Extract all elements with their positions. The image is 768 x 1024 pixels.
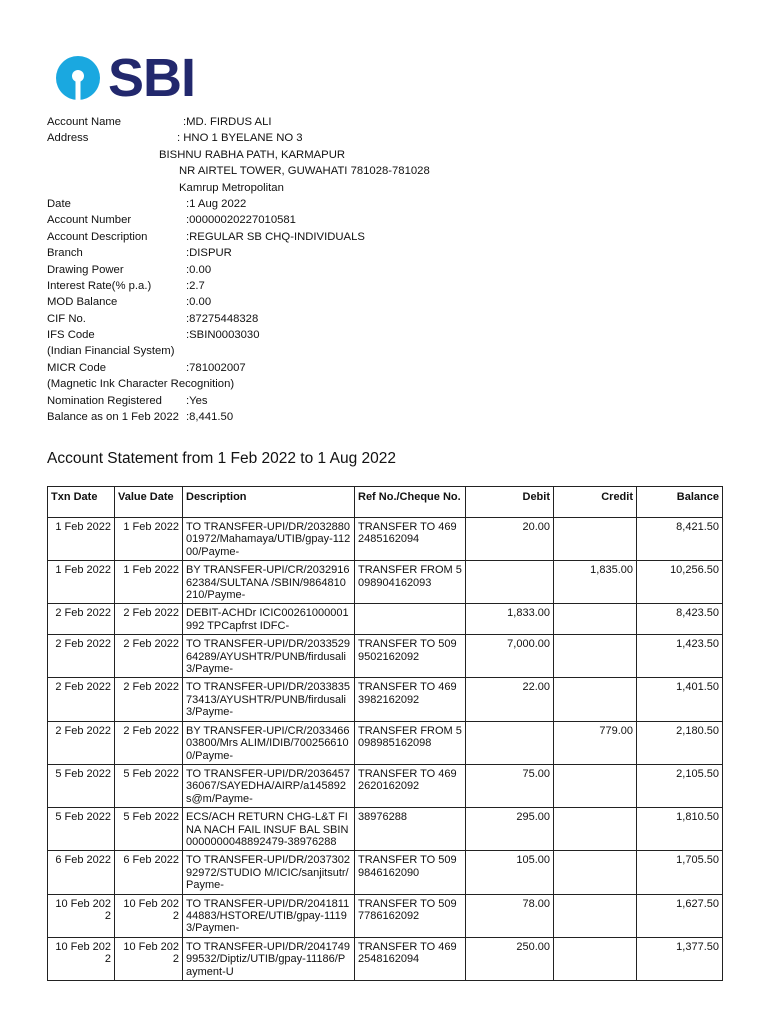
cell-debit: 22.00 xyxy=(466,678,554,721)
cell-value-date: 10 Feb 2022 xyxy=(115,937,183,980)
cell-ref-no xyxy=(355,604,466,635)
account-field-label: Branch xyxy=(47,247,83,260)
transactions-table xyxy=(47,486,723,981)
cell-ref-no: TRANSFER TO 4693982162092 xyxy=(355,678,466,721)
address-line: NR AIRTEL TOWER, GUWAHATI 781028-781028 xyxy=(179,165,430,178)
table-row xyxy=(48,808,723,851)
account-field-value: :DISPUR xyxy=(186,247,232,260)
table-row xyxy=(48,721,723,764)
cell-description: TO TRANSFER-UPI/DR/203383573413/AYUSHTR/PUNB/firdusali3/Payme- xyxy=(183,678,355,721)
table-row xyxy=(48,518,723,561)
cell-value-date: 2 Feb 2022 xyxy=(115,604,183,635)
cell-credit xyxy=(554,937,637,980)
account-field-value: : HNO 1 BYELANE NO 3 xyxy=(177,132,303,145)
cell-balance: 2,180.50 xyxy=(637,721,723,764)
cell-credit xyxy=(554,808,637,851)
table-row xyxy=(48,561,723,604)
cell-txn-date: 2 Feb 2022 xyxy=(48,721,115,764)
account-field-label: Drawing Power xyxy=(47,263,124,276)
account-field-label: Date xyxy=(47,197,71,210)
cell-balance: 1,423.50 xyxy=(637,635,723,678)
cell-txn-date: 2 Feb 2022 xyxy=(48,635,115,678)
table-row xyxy=(48,635,723,678)
sbi-keyhole-icon xyxy=(54,54,102,102)
cell-value-date: 10 Feb 2022 xyxy=(115,894,183,937)
cell-balance: 10,256.50 xyxy=(637,561,723,604)
cell-txn-date: 10 Feb 2022 xyxy=(48,894,115,937)
account-field-value: :MD. FIRDUS ALI xyxy=(183,116,272,128)
cell-balance: 1,627.50 xyxy=(637,894,723,937)
account-field-label: Account Number xyxy=(47,214,132,227)
account-field-label: Account Name xyxy=(47,116,122,128)
account-field-value: :8,441.50 xyxy=(186,411,234,424)
col-header-debit: Debit xyxy=(466,487,554,518)
account-field-value: :0.00 xyxy=(186,263,212,276)
account-field-label: CIF No. xyxy=(47,312,86,325)
cell-description: ECS/ACH RETURN CHG-L&T FINA NACH FAIL INSUF BAL SBIN0000000048892479-38976288 xyxy=(183,808,355,851)
cell-description: TO TRANSFER-UPI/DR/204181144883/HSTORE/UTIB/gpay-11193/Paymen- xyxy=(183,894,355,937)
cell-description: TO TRANSFER-UPI/DR/203288001972/Mahamaya/UTIB/gpay-11200/Payme- xyxy=(183,518,355,561)
account-field-label: (Magnetic Ink Character Recognition) xyxy=(47,378,235,391)
cell-balance: 1,401.50 xyxy=(637,678,723,721)
cell-txn-date: 2 Feb 2022 xyxy=(48,604,115,635)
cell-value-date: 1 Feb 2022 xyxy=(115,518,183,561)
account-field-value: :781002007 xyxy=(186,361,246,374)
cell-debit: 105.00 xyxy=(466,851,554,894)
cell-description: TO TRANSFER-UPI/DR/203352964289/AYUSHTR/PUNB/firdusali3/Payme- xyxy=(183,635,355,678)
table-header-row xyxy=(48,487,723,518)
cell-ref-no: TRANSFER TO 4692620162092 xyxy=(355,764,466,807)
cell-value-date: 1 Feb 2022 xyxy=(115,561,183,604)
table-row xyxy=(48,937,723,980)
cell-txn-date: 1 Feb 2022 xyxy=(48,561,115,604)
cell-value-date: 2 Feb 2022 xyxy=(115,635,183,678)
cell-description: TO TRANSFER-UPI/DR/203645736067/SAYEDHA/AIRP/a145892s@m/Payme- xyxy=(183,764,355,807)
cell-value-date: 2 Feb 2022 xyxy=(115,721,183,764)
cell-debit: 20.00 xyxy=(466,518,554,561)
col-header-value-date: Value Date xyxy=(115,487,183,518)
cell-balance: 2,105.50 xyxy=(637,764,723,807)
col-header-ref-no: Ref No./Cheque No. xyxy=(355,487,466,518)
col-header-description: Description xyxy=(183,487,355,518)
cell-ref-no: 38976288 xyxy=(355,808,466,851)
cell-value-date: 6 Feb 2022 xyxy=(115,851,183,894)
cell-value-date: 2 Feb 2022 xyxy=(115,678,183,721)
cell-txn-date: 2 Feb 2022 xyxy=(48,678,115,721)
cell-balance: 1,810.50 xyxy=(637,808,723,851)
cell-debit xyxy=(466,721,554,764)
cell-debit: 295.00 xyxy=(466,808,554,851)
cell-description: DEBIT-ACHDr ICIC00261000001992 TPCapfrst IDFC- xyxy=(183,604,355,635)
cell-credit xyxy=(554,604,637,635)
cell-value-date: 5 Feb 2022 xyxy=(115,808,183,851)
account-field-label: (Indian Financial System) xyxy=(47,345,175,358)
cell-credit xyxy=(554,678,637,721)
account-field-label: Account Description xyxy=(47,230,148,243)
cell-description: TO TRANSFER-UPI/DR/204174999532/Diptiz/UTIB/gpay-11186/Payment-U xyxy=(183,937,355,980)
cell-credit: 779.00 xyxy=(554,721,637,764)
cell-ref-no: TRANSFER TO 5097786162092 xyxy=(355,894,466,937)
cell-txn-date: 10 Feb 2022 xyxy=(48,937,115,980)
account-field-label: Nomination Registered xyxy=(47,394,162,407)
cell-txn-date: 5 Feb 2022 xyxy=(48,808,115,851)
col-header-balance: Balance xyxy=(637,487,723,518)
cell-ref-no: TRANSFER TO 5099502162092 xyxy=(355,635,466,678)
cell-debit: 78.00 xyxy=(466,894,554,937)
account-field-value: :0.00 xyxy=(186,296,212,309)
bank-name: SBI xyxy=(108,48,196,108)
cell-ref-no: TRANSFER FROM 5098985162098 xyxy=(355,721,466,764)
cell-credit xyxy=(554,764,637,807)
cell-txn-date: 6 Feb 2022 xyxy=(48,851,115,894)
cell-description: BY TRANSFER-UPI/CR/203291662384/SULTANA /SBIN/9864810210/Payme- xyxy=(183,561,355,604)
table-row xyxy=(48,851,723,894)
account-field-label: Interest Rate(% p.a.) xyxy=(47,279,152,292)
cell-txn-date: 5 Feb 2022 xyxy=(48,764,115,807)
cell-ref-no: TRANSFER TO 4692548162094 xyxy=(355,937,466,980)
cell-balance: 8,421.50 xyxy=(637,518,723,561)
cell-debit xyxy=(466,561,554,604)
cell-debit: 75.00 xyxy=(466,764,554,807)
account-field-label: MOD Balance xyxy=(47,296,118,309)
col-header-credit: Credit xyxy=(554,487,637,518)
cell-ref-no: TRANSFER TO 4692485162094 xyxy=(355,518,466,561)
cell-debit: 1,833.00 xyxy=(466,604,554,635)
cell-balance: 8,423.50 xyxy=(637,604,723,635)
cell-balance: 1,377.50 xyxy=(637,937,723,980)
cell-ref-no: TRANSFER TO 5099846162090 xyxy=(355,851,466,894)
sbi-logo xyxy=(54,48,196,108)
table-row xyxy=(48,894,723,937)
account-field-value: :87275448328 xyxy=(186,312,259,325)
account-field-value: :Yes xyxy=(186,394,208,407)
cell-ref-no: TRANSFER FROM 5098904162093 xyxy=(355,561,466,604)
account-field-label: Balance as on 1 Feb 2022 xyxy=(47,411,179,424)
account-field-value: :REGULAR SB CHQ-INDIVIDUALS xyxy=(186,230,365,243)
cell-credit xyxy=(554,894,637,937)
table-row xyxy=(48,678,723,721)
account-field-label: IFS Code xyxy=(47,329,95,342)
cell-credit: 1,835.00 xyxy=(554,561,637,604)
account-field-value: :SBIN0003030 xyxy=(186,329,260,342)
account-field-label: MICR Code xyxy=(47,361,107,374)
account-field-value: :00000020227010581 xyxy=(186,214,296,227)
cell-description: BY TRANSFER-UPI/CR/203346603800/Mrs ALIM/IDIB/7002566100/Payme- xyxy=(183,721,355,764)
account-field-value: :2.7 xyxy=(186,279,205,292)
cell-credit xyxy=(554,518,637,561)
cell-value-date: 5 Feb 2022 xyxy=(115,764,183,807)
cell-credit xyxy=(554,635,637,678)
cell-debit: 250.00 xyxy=(466,937,554,980)
cell-description: TO TRANSFER-UPI/DR/203730292972/STUDIO M/ICIC/sanjitsutr/Payme- xyxy=(183,851,355,894)
account-field-value: :1 Aug 2022 xyxy=(186,197,247,210)
table-row xyxy=(48,764,723,807)
cell-balance: 1,705.50 xyxy=(637,851,723,894)
account-field-label: Address xyxy=(47,132,89,145)
statement-title: Account Statement from 1 Feb 2022 to 1 Aug 2022 xyxy=(47,450,396,467)
address-line: BISHNU RABHA PATH, KARMAPUR xyxy=(159,148,346,161)
table-row xyxy=(48,604,723,635)
cell-txn-date: 1 Feb 2022 xyxy=(48,518,115,561)
address-line: Kamrup Metropolitan xyxy=(179,181,284,194)
cell-debit: 7,000.00 xyxy=(466,635,554,678)
col-header-txn-date: Txn Date xyxy=(48,487,115,518)
cell-credit xyxy=(554,851,637,894)
